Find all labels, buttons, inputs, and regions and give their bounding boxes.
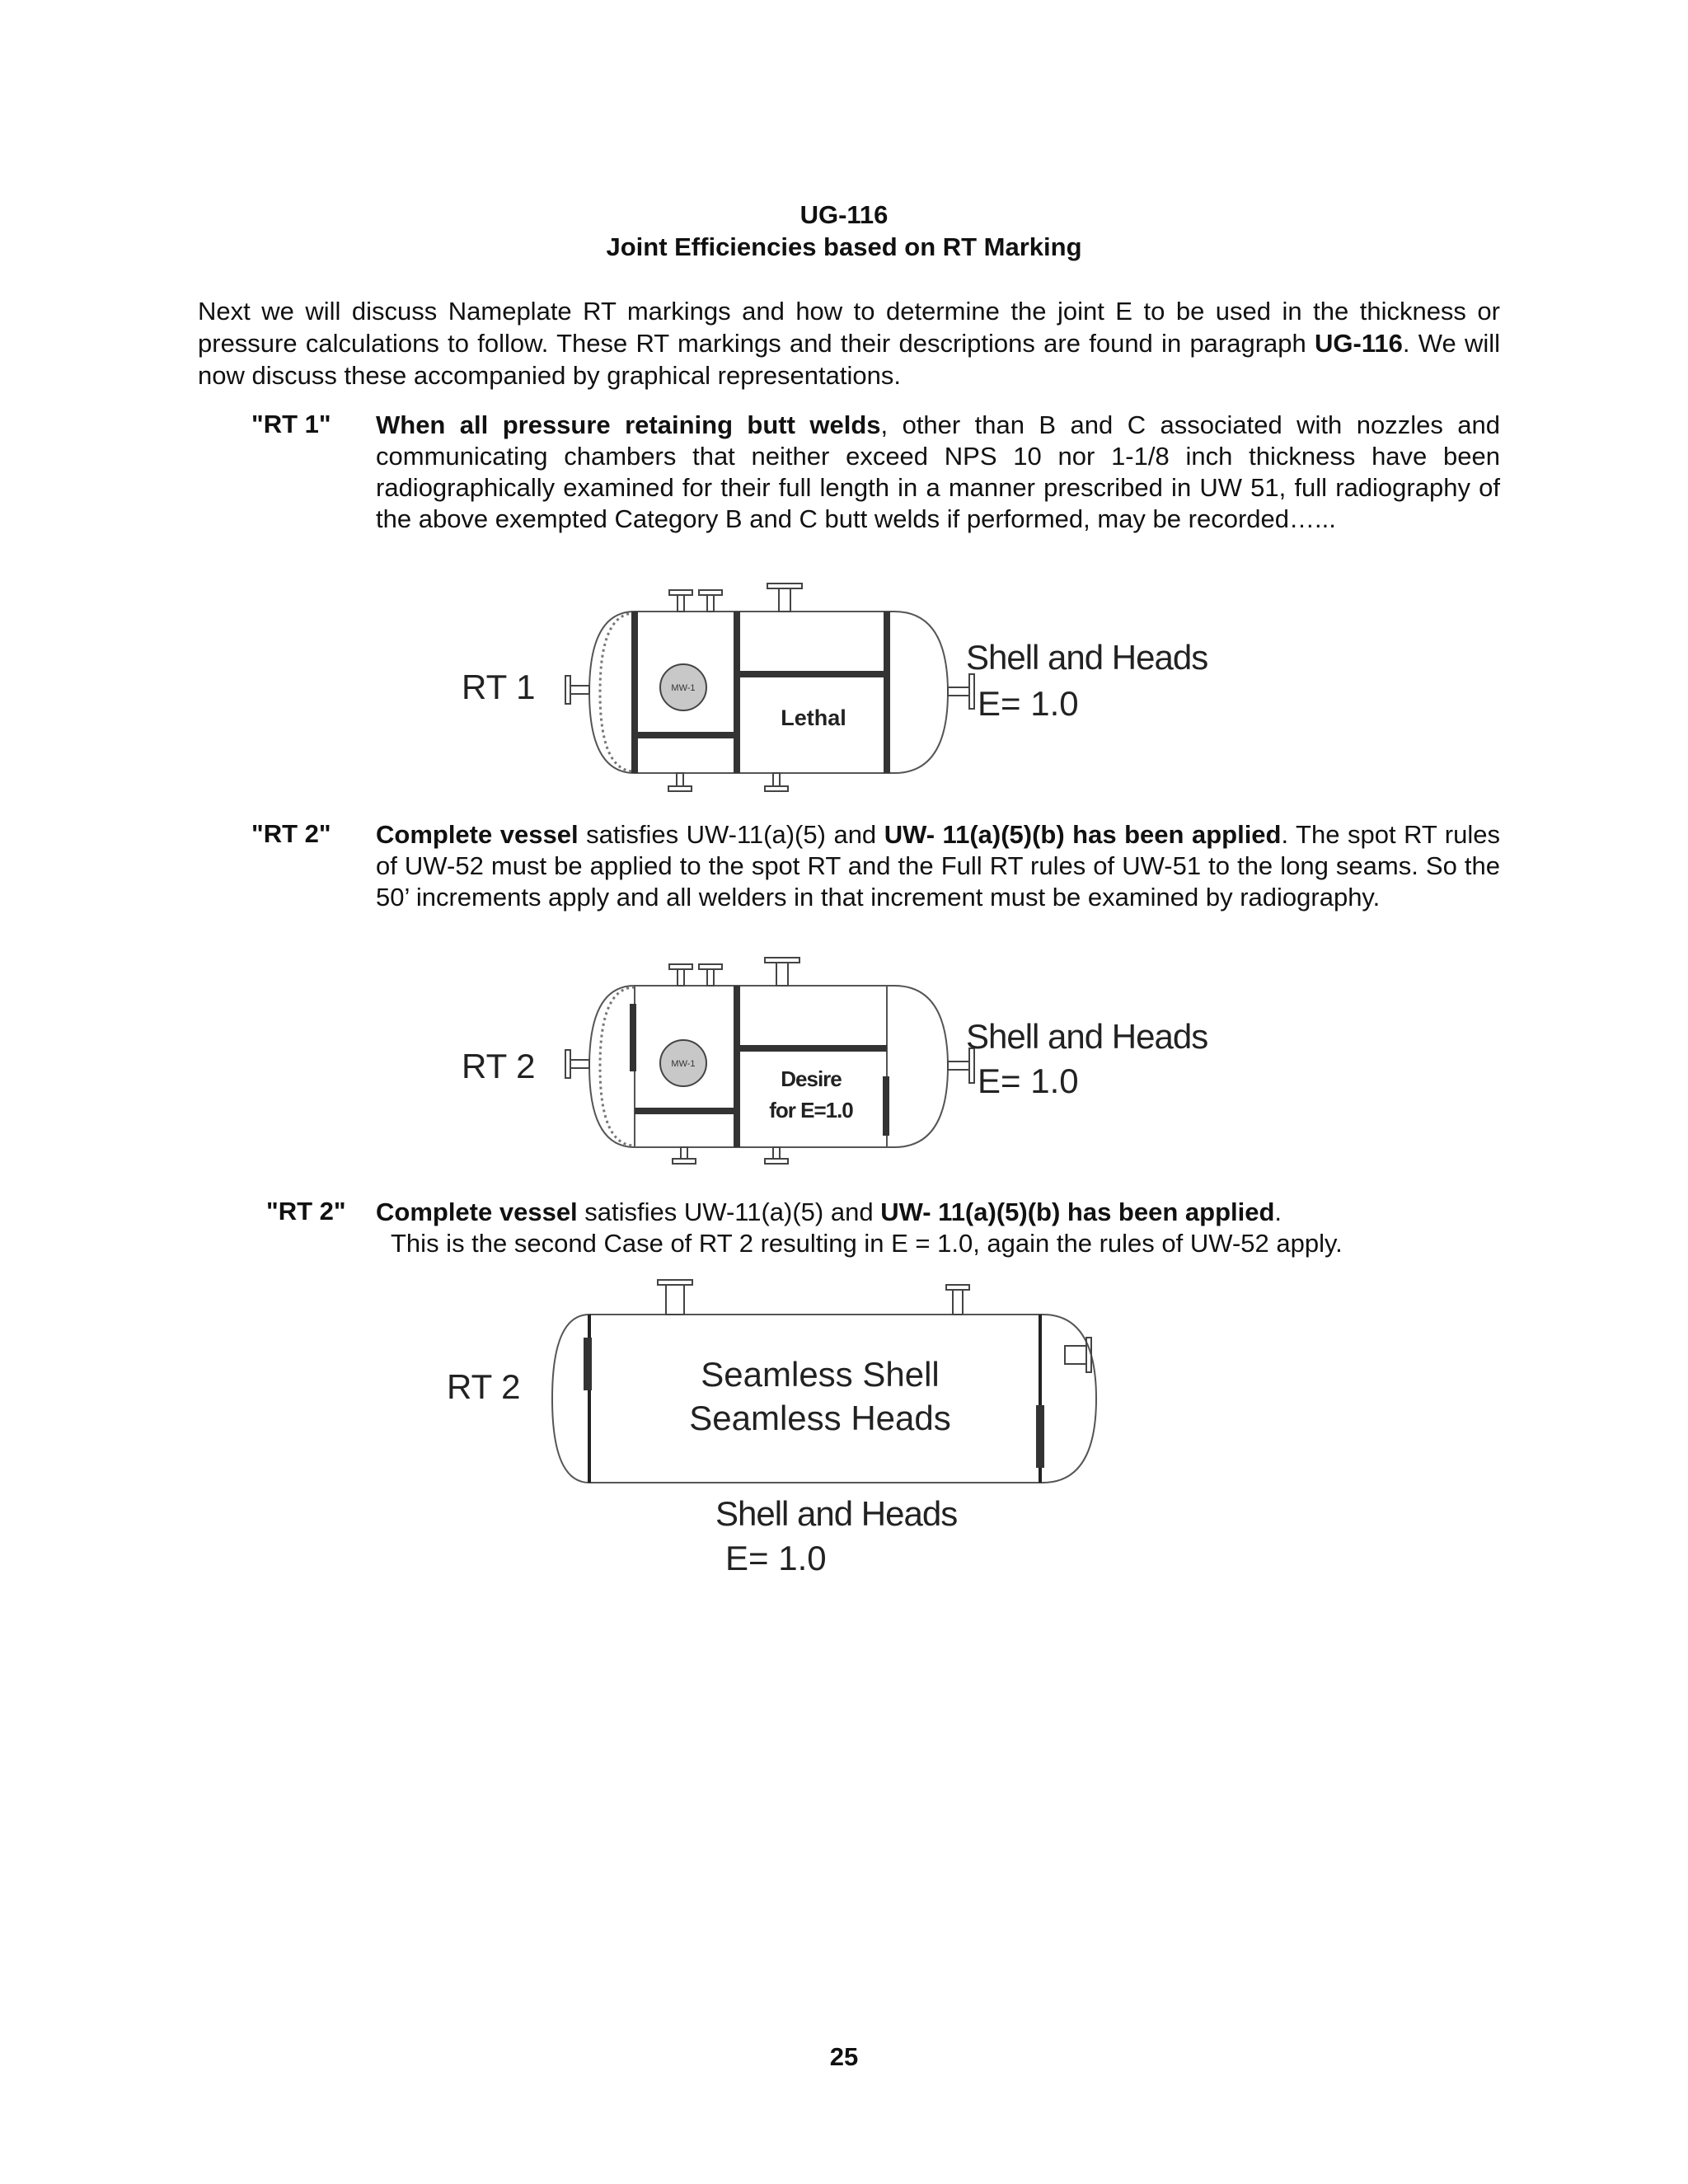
- weld-right-circ: [884, 612, 890, 773]
- vessel-outline: [589, 986, 948, 1147]
- bottom-nozzles: [673, 1147, 788, 1164]
- rt-label: RT 2: [447, 1367, 521, 1406]
- weld-long-lower: [635, 732, 737, 738]
- rt1-vessel-diagram: [445, 577, 1269, 808]
- top-nozzles: [658, 1280, 969, 1315]
- rt2a-vessel-diagram: [445, 954, 1269, 1169]
- rt2b-bold2: UW- 11(a)(5)(b) has been applied: [880, 1197, 1275, 1226]
- side-nozzles: [565, 674, 974, 709]
- rt2b-line2: This is the second Case of RT 2 resulting in E = 1.0, again the rules of UW-52 apply.: [391, 1229, 1343, 1258]
- rt1-bold: When all pressure retaining butt welds: [376, 410, 881, 439]
- rt1-label: "RT 1": [251, 410, 331, 438]
- rt2b-vessel-diagram: [429, 1273, 1170, 1603]
- weld-long-lower: [635, 1108, 737, 1114]
- vessel-outline: [589, 612, 948, 773]
- head-seam: [600, 987, 635, 1146]
- rt2b-bold1: Complete vessel: [376, 1197, 578, 1226]
- manway-label: MW-1: [671, 683, 696, 693]
- rt2a-label: "RT 2": [251, 819, 331, 848]
- rt1-paragraph: [376, 410, 1500, 535]
- inner-line2: for E=1.0: [769, 1098, 853, 1122]
- top-nozzles: [669, 958, 799, 986]
- result-line1: Shell and Heads: [966, 638, 1208, 677]
- manway-label: MW-1: [671, 1059, 696, 1069]
- head-seam: [600, 613, 635, 771]
- spot-weld-right: [883, 1076, 889, 1136]
- inner-line1: Seamless Shell: [701, 1355, 940, 1394]
- intro-ref: UG-116: [1315, 329, 1403, 358]
- weld-mid-circ: [734, 986, 740, 1147]
- section-title: Joint Efficiencies based on RT Marking: [606, 232, 1082, 261]
- rt2a-bold2: UW- 11(a)(5)(b) has been applied: [884, 820, 1282, 849]
- rt-label: RT 2: [462, 1047, 536, 1085]
- top-nozzles: [669, 583, 802, 612]
- result-line2: E= 1.0: [725, 1539, 827, 1577]
- spot-weld-left: [630, 1004, 636, 1071]
- inner-line2: Seamless Heads: [689, 1399, 951, 1437]
- rt1-text: , other than B and C associated with nozzles and communicating chambers that neither exceed NPS 10 nor 1-1/8 inch thickness have been radiographically examined for their full length in a manner prescribed in UW 51, full radiography of the above exempted Category B and C butt welds if performed, may be recorded…...: [376, 410, 1500, 533]
- intro-text-b: . We will now discuss these accompanied by graphical representations.: [198, 329, 1500, 390]
- inner-line1: Desire: [781, 1066, 842, 1091]
- rt2a-text1: satisfies UW-11(a)(5) and: [578, 820, 884, 849]
- spot-weld-right: [1036, 1405, 1044, 1468]
- side-nozzles: [565, 1048, 974, 1083]
- rt-label: RT 1: [462, 668, 536, 706]
- rt2b-text2: .: [1274, 1197, 1282, 1226]
- inner-label: Lethal: [781, 705, 846, 730]
- result-line1: Shell and Heads: [966, 1017, 1208, 1056]
- page-number: 25: [829, 2042, 859, 2071]
- result-line1: Shell and Heads: [715, 1494, 958, 1533]
- result-line2: E= 1.0: [978, 684, 1079, 723]
- spot-weld-left: [584, 1338, 592, 1390]
- rt2b-text1: satisfies UW-11(a)(5) and: [577, 1197, 881, 1226]
- rt2a-bold1: Complete vessel: [376, 820, 579, 849]
- weld-long-upper: [737, 1045, 887, 1052]
- intro-paragraph: [198, 295, 1500, 391]
- rt2a-text2: . The spot RT rules of UW-52 must be applied to the spot RT and the Full RT rules of UW-51 to the long seams. So the 50’ increments apply and all welders in that increment must be examined by radiography.: [376, 820, 1500, 912]
- weld-long-upper: [737, 671, 887, 677]
- weld-mid-circ: [734, 612, 740, 773]
- bottom-nozzles: [668, 773, 788, 791]
- rt2b-paragraph: [376, 1197, 1546, 1228]
- rt2b-label: "RT 2": [266, 1197, 346, 1226]
- weld-left-circ: [631, 612, 638, 773]
- intro-text-a: Next we will discuss Nameplate RT markings and how to determine the joint E to be used in the thickness or pressure calculations to follow. These RT markings and their descriptions are found in paragraph: [198, 297, 1500, 358]
- rt2a-paragraph: [376, 819, 1500, 913]
- section-code: UG-116: [799, 200, 889, 229]
- result-line2: E= 1.0: [978, 1062, 1079, 1100]
